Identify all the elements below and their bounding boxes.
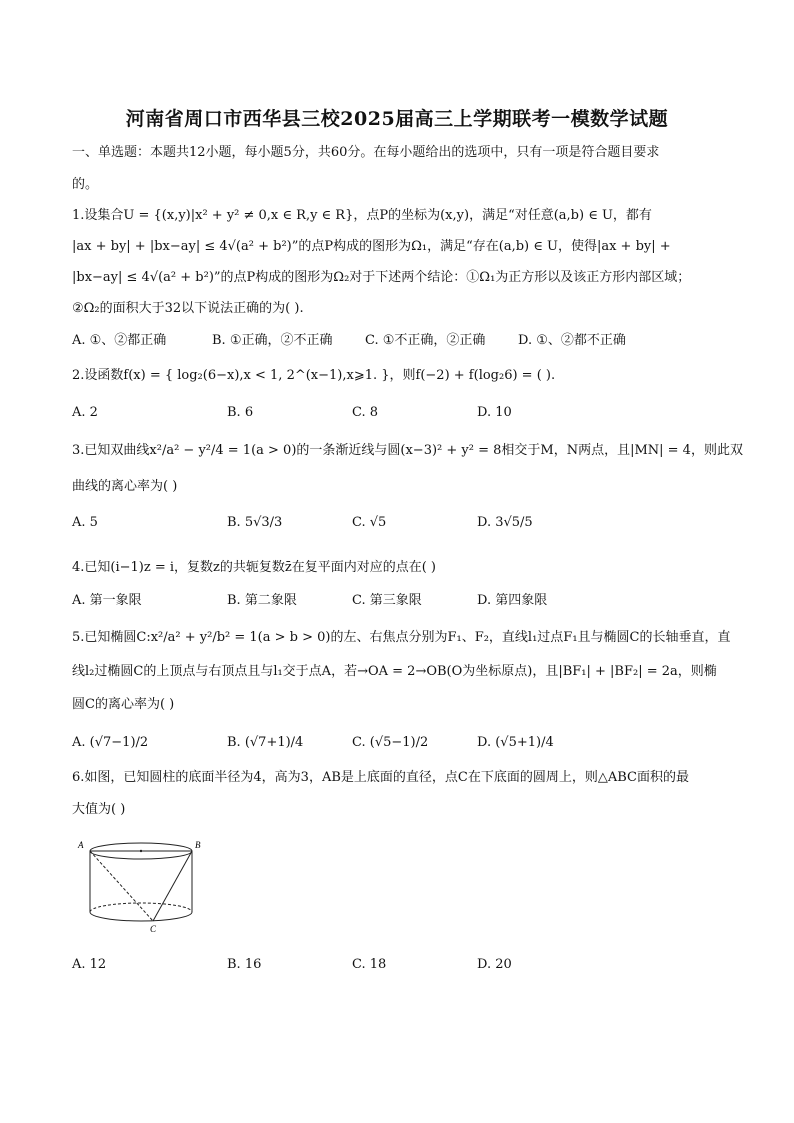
label-b: B xyxy=(195,840,201,850)
q1-line-4: ②Ω₂的面积大于32以下说法正确的为( ). xyxy=(72,301,304,316)
q3-option-c: C. √5 xyxy=(352,515,387,530)
q6-option-d: D. 20 xyxy=(477,957,512,972)
q1-option-a: A. ①、②都正确 xyxy=(72,333,167,348)
q4-option-b: B. 第二象限 xyxy=(227,593,297,608)
q1-option-b: B. ①正确，②不正确 xyxy=(212,333,333,348)
q3-options xyxy=(72,513,732,533)
q4-options xyxy=(72,591,732,611)
q6-option-a: A. 12 xyxy=(72,957,107,972)
label-c: C xyxy=(150,924,157,934)
cylinder-bottom-front-arc xyxy=(90,912,192,921)
q1-option-c: C. ①不正确，②正确 xyxy=(365,333,486,348)
segment-ac xyxy=(90,851,153,921)
q5-option-b: B. (√7+1)/4 xyxy=(227,735,304,750)
q4-option-a: A. 第一象限 xyxy=(72,593,142,608)
q4-option-d: D. 第四象限 xyxy=(477,593,548,608)
cylinder-top-center xyxy=(140,850,142,852)
segment-bc xyxy=(153,851,192,921)
q2-option-c: C. 8 xyxy=(352,405,379,420)
section-instruction-line-2: 的。 xyxy=(72,177,99,192)
q4-option-c: C. 第三象限 xyxy=(352,593,422,608)
q6-line-2: 大值为( ) xyxy=(72,802,126,817)
q2-option-a: A. 2 xyxy=(72,405,98,420)
q5-line-1: 5.已知椭圆C:x²/a² + y²/b² = 1(a > b > 0)的左、右焦点分别为F₁、F₂，直线l₁过点F₁且与椭圆C的长轴垂直，直 xyxy=(72,630,731,645)
q6-option-c: C. 18 xyxy=(352,957,387,972)
q1-line-3: |bx−ay| ≤ 4√(a² + b²)”的点P构成的图形为Ω₂对于下述两个结论：①Ω₁为正方形以及该正方形内部区域； xyxy=(72,270,691,285)
q1-line-1: 1.设集合U = {(x,y)|x² + y² ≠ 0,x ∈ R,y ∈ R}，点P的坐标为(x,y)，满足“对任意(a,b) ∈ U，都有 xyxy=(72,208,652,223)
q3-option-b: B. 5√3/3 xyxy=(227,515,283,530)
q6-options xyxy=(72,955,732,975)
exam-title: 河南省周口市西华县三校2025届高三上学期联考一模数学试题 xyxy=(125,108,669,130)
q6-option-b: B. 16 xyxy=(227,957,262,972)
label-a: A xyxy=(78,840,84,850)
q6-line-1: 6.如图，已知圆柱的底面半径为4，高为3，AB是上底面的直径，点C在下底面的圆周上，则△ABC面积的最 xyxy=(72,770,689,785)
q5-line-3: 圆C的离心率为( ) xyxy=(72,697,175,712)
q5-options xyxy=(72,733,732,753)
q3-option-d: D. 3√5/5 xyxy=(477,515,533,530)
q3-line-2: 曲线的离心率为( ) xyxy=(72,479,178,494)
q5-option-d: D. (√5+1)/4 xyxy=(477,735,554,750)
q3-option-a: A. 5 xyxy=(72,515,98,530)
section-instruction-line-1: 一、单选题：本题共12小题，每小题5分，共60分。在每小题给出的选项中，只有一项是符合题目要求 xyxy=(72,145,660,160)
q1-line-2: |ax + by| + |bx−ay| ≤ 4√(a² + b²)”的点P构成的图形为Ω₁，满足“存在(a,b) ∈ U，使得|ax + by| + xyxy=(72,239,671,254)
q5-line-2: 线l₂过椭圆C的上顶点与右顶点且与l₁交于点A，若→OA = 2→OB(O为坐标原点)，且|BF₁| + |BF₂| = 2a，则椭 xyxy=(72,664,717,679)
q2-option-b: B. 6 xyxy=(227,405,254,420)
q3-line-1: 3.已知双曲线x²/a² − y²/4 = 1(a > 0)的一条渐近线与圆(x−3)² + y² = 8相交于M，N两点，且|MN| = 4，则此双 xyxy=(72,443,743,458)
q2-line-1: 2.设函数f(x) = { log₂(6−x),x < 1, 2^(x−1),x⩾1. }，则f(−2) + f(log₂6) = ( ). xyxy=(72,368,556,383)
q1-options xyxy=(72,331,732,351)
q4-line-1: 4.已知(i−1)z = i，复数z的共轭复数z̄在复平面内对应的点在( ) xyxy=(72,560,437,575)
cylinder-figure xyxy=(76,834,206,934)
q2-option-d: D. 10 xyxy=(477,405,512,420)
q5-option-c: C. (√5−1)/2 xyxy=(352,735,429,750)
q1-option-d: D. ①、②都不正确 xyxy=(518,333,626,348)
q2-options xyxy=(72,403,732,423)
q5-option-a: A. (√7−1)/2 xyxy=(72,735,149,750)
